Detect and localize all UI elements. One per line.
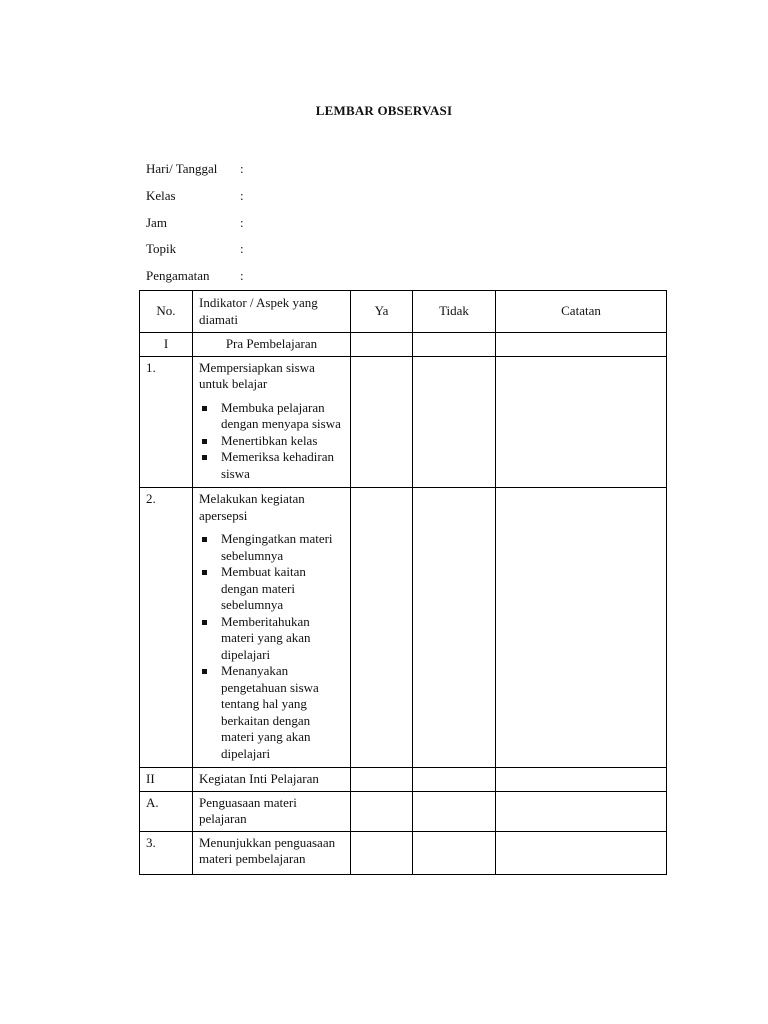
meta-row-topik (146, 236, 250, 263)
row-no: 1. (140, 356, 193, 488)
meta-colon: : (240, 214, 244, 230)
row-indikator: Melakukan kegiatan apersepsi (199, 491, 305, 523)
bullet-square-icon (202, 570, 207, 575)
cell-ya[interactable] (351, 791, 413, 831)
cell-tidak[interactable] (413, 831, 496, 874)
cell-tidak[interactable] (413, 356, 496, 488)
table-row (140, 488, 667, 768)
meta-colon: : (240, 161, 244, 177)
bullet-item: Membuat kaitan dengan materi sebelumnya (199, 564, 344, 614)
table-row (140, 831, 667, 874)
row-no: A. (140, 791, 193, 831)
row-no: I (140, 333, 193, 357)
bullet-square-icon (202, 455, 207, 460)
meta-colon: : (240, 268, 244, 284)
meta-row-hari-tanggal (146, 156, 250, 183)
row-indikator: Mempersiapkan siswa untuk belajar (199, 359, 315, 391)
cell-ya[interactable] (351, 356, 413, 488)
row-indikator-cell (193, 356, 351, 488)
cell-catatan[interactable] (496, 488, 667, 768)
bullet-square-icon (202, 537, 207, 542)
meta-label: Topik (146, 241, 177, 257)
meta-label: Pengamatan (146, 268, 210, 284)
row-indikator: Kegiatan Inti Pelajaran (193, 768, 351, 792)
bullet-item: Menanyakan pengetahuan siswa tentang hal yang berkaitan dengan materi yang akan dipelajari (199, 663, 344, 762)
bullet-item: Membuka pelajaran dengan menyapa siswa (199, 400, 344, 433)
bullet-list (199, 531, 344, 762)
cell-ya[interactable] (351, 768, 413, 792)
cell-catatan[interactable] (496, 356, 667, 488)
header-tidak: Tidak (413, 291, 496, 333)
header-no: No. (140, 291, 193, 333)
row-no: 3. (140, 831, 193, 874)
meta-row-kelas (146, 183, 250, 210)
cell-catatan[interactable] (496, 333, 667, 357)
bullet-item: Mengingatkan materi sebelumnya (199, 531, 344, 564)
document-title: LEMBAR OBSERVASI (315, 103, 453, 118)
cell-tidak[interactable] (413, 768, 496, 792)
bullet-square-icon (202, 406, 207, 411)
table-row (140, 333, 667, 357)
cell-tidak[interactable] (413, 791, 496, 831)
header-ya: Ya (351, 291, 413, 333)
bullet-square-icon (202, 669, 207, 674)
row-indikator: Penguasaan materi pelajaran (193, 791, 351, 831)
bullet-item: Memberitahukan materi yang akan dipelajari (199, 614, 344, 664)
row-indikator: Pra Pembelajaran (193, 333, 351, 357)
cell-ya[interactable] (351, 333, 413, 357)
meta-label: Jam (146, 214, 167, 230)
table-row (140, 768, 667, 792)
meta-row-jam (146, 209, 250, 236)
meta-section (146, 156, 250, 289)
cell-catatan[interactable] (496, 791, 667, 831)
header-indikator: Indikator / Aspek yang diamati (193, 291, 351, 333)
cell-ya[interactable] (351, 831, 413, 874)
table-header-row (140, 291, 667, 333)
cell-tidak[interactable] (413, 333, 496, 357)
cell-ya[interactable] (351, 488, 413, 768)
header-catatan: Catatan (496, 291, 667, 333)
meta-colon: : (240, 241, 244, 257)
table-row (140, 791, 667, 831)
row-no: 2. (140, 488, 193, 768)
meta-label: Kelas (146, 188, 176, 204)
bullet-item: Menertibkan kelas (199, 433, 344, 450)
meta-label: Hari/ Tanggal (146, 161, 218, 177)
row-indikator-cell (193, 488, 351, 768)
row-no: II (140, 768, 193, 792)
cell-catatan[interactable] (496, 831, 667, 874)
meta-row-pengamatan (146, 263, 250, 290)
bullet-square-icon (202, 620, 207, 625)
meta-colon: : (240, 188, 244, 204)
bullet-list (199, 400, 344, 483)
cell-tidak[interactable] (413, 488, 496, 768)
row-indikator: Menunjukkan penguasaan materi pembelajaran (193, 831, 351, 874)
observation-table (139, 290, 667, 875)
table-row (140, 356, 667, 488)
bullet-item: Memeriksa kehadiran siswa (199, 449, 344, 482)
cell-catatan[interactable] (496, 768, 667, 792)
bullet-square-icon (202, 439, 207, 444)
